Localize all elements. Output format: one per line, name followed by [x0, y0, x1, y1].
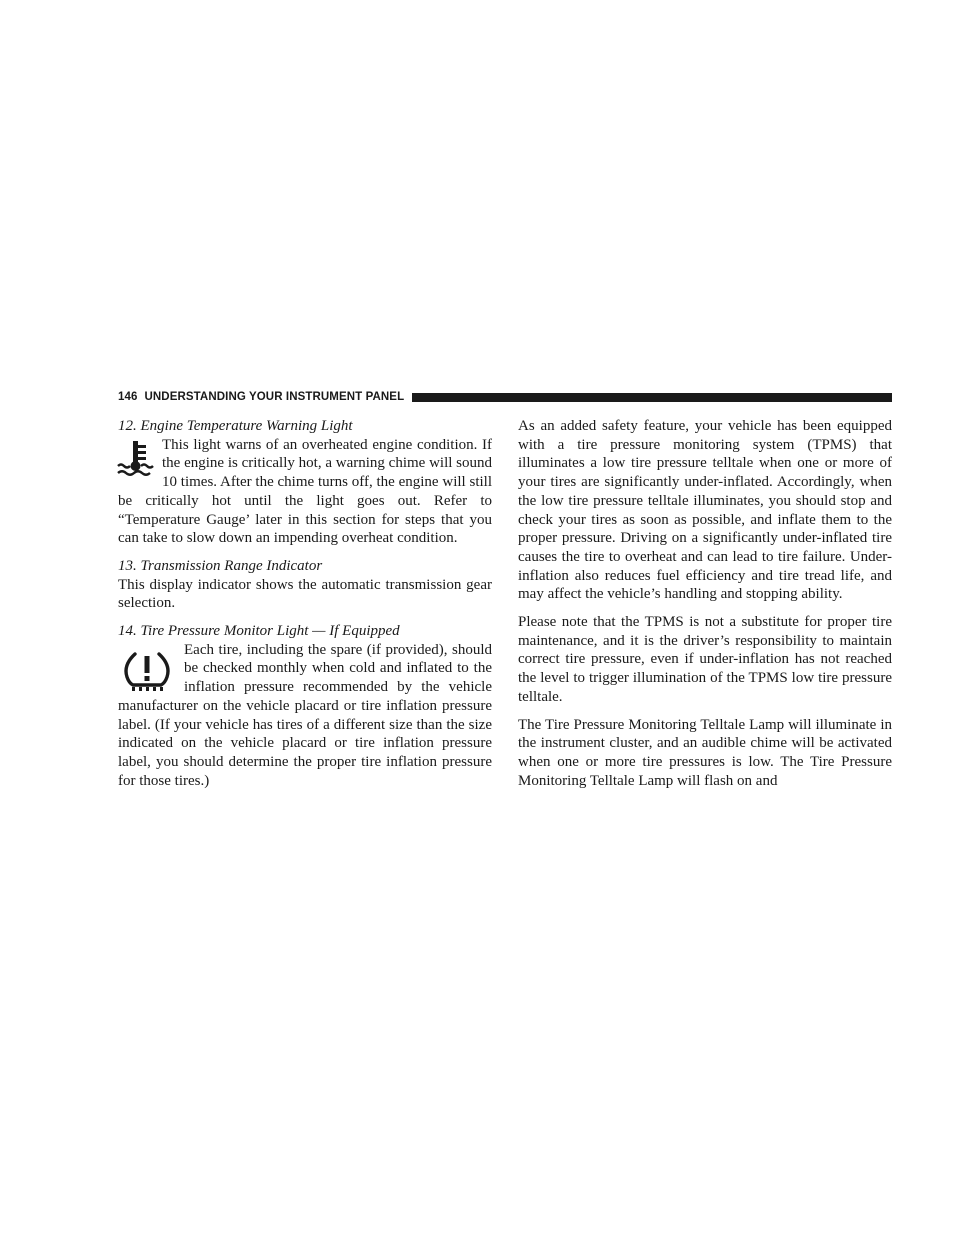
item-12-heading: 12. Engine Temperature Warning Light: [118, 418, 353, 434]
left-column: [118, 417, 492, 790]
page-number: 146: [118, 391, 138, 403]
section-title: UNDERSTANDING YOUR INSTRUMENT PANEL: [144, 391, 405, 403]
right-column: [518, 417, 892, 790]
engine-temperature-icon: [116, 440, 158, 478]
tpms-paragraph-2: Please note that the TPMS is not a substitute for proper tire maintenance, and it is the driver’s responsibility to maintain correct tire pressure, even if under-inflation has not reached the level to trigger illumination of the TPMS low tire pressure telltale.: [518, 614, 892, 705]
header-rule: [412, 393, 892, 402]
tpms-paragraph-1: As an added safety feature, your vehicle has been equipped with a tire pressure monitoring system (TPMS) that illuminates a low tire pressure telltale when one or more of your tires are significantly under-inflated. Accordingly, when the low tire pressure telltale illuminates, you should stop and check your tires as soon as possible, and inflate them to the proper pressure. Driving on a significantly under-inflated tire causes the tire to overheat and can lead to tire failure. Under-inflation also reduces fuel efficiency and tire tread life, and may affect the vehicle’s handling and stopping ability.: [518, 418, 892, 603]
item-12-text: This light warns of an overheated engine condition. If the engine is critically hot, a warning chime will sound 10 times. After the chime turns off, the engine will still be critically hot until the light goes out. Refer to “Temperature Gauge’ later in this section for steps that you can take to slow down an impending overheat condition.: [118, 436, 492, 547]
item-14-heading: 14. Tire Pressure Monitor Light — If Equipped: [118, 623, 400, 640]
item-13-heading: 13. Transmission Range Indicator: [118, 557, 323, 574]
tire-pressure-icon: [118, 647, 176, 697]
item-14-text: Each tire, including the spare (if provided), should be checked monthly when cold and inflated to the inflation pressure recommended by the vehicle manufacturer on the vehicle placard or tire inflation pressure label. (If your vehicle has tires of a different size than the size indicated on the vehicle placard or tire inflation pressure label, you should determine the proper tire inflation pressure for those tires.): [118, 641, 492, 789]
item-13-text: This display indicator shows the automatic transmission gear selection.: [118, 576, 492, 612]
tpms-paragraph-3: The Tire Pressure Monitoring Telltale Lamp will illuminate in the instrument cluster, and an audible chime will be activated when one or more tire pressures is low. The Tire Pressure Monitoring Telltale Lamp will flash on and: [518, 716, 892, 789]
page-header: [118, 389, 892, 405]
